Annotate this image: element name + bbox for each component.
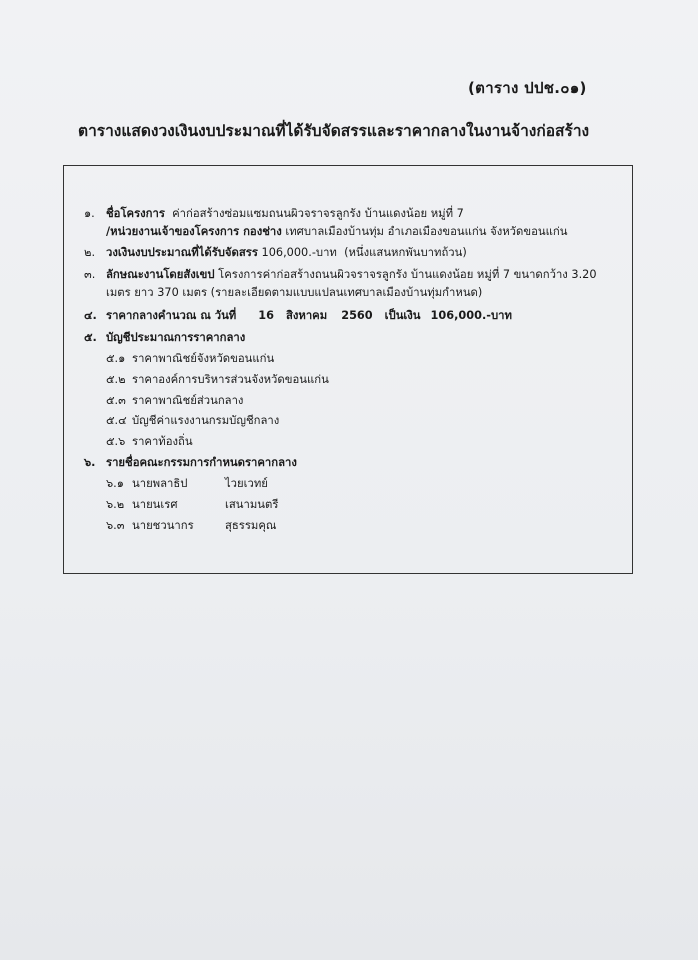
item-3-number: ๓. <box>84 268 96 281</box>
sub-number: ๕.๓ <box>106 394 126 407</box>
item-4-year: 2560 <box>341 309 373 322</box>
item-3-line <box>84 267 597 283</box>
sub-number: ๕.๖ <box>106 435 126 448</box>
member-first-name: นายชวนากร <box>132 519 194 532</box>
sub-text: ราคาท้องถิ่น <box>132 435 193 448</box>
item-2-line <box>84 245 467 261</box>
member-last-name: เสนามนตรี <box>225 498 279 511</box>
committee-member-1 <box>106 476 268 492</box>
item-4-line <box>84 308 512 324</box>
item-1-value: ค่าก่อสร้างซ่อมแซมถนนผิวจราจรลูกรัง บ้านแดงน้อย หมู่ที่ 7 <box>172 207 464 220</box>
item-3-value: โครงการค่าก่อสร้างถนนผิวจราจรลูกรัง บ้านแดงน้อย หมู่ที่ 7 ขนาดกว้าง 3.20 <box>218 268 597 281</box>
page-title: ตารางแสดงวงเงินงบประมาณที่ได้รับจัดสรรและราคากลางในงานจ้างก่อสร้าง <box>78 122 590 140</box>
item-1-agency-value: เทศบาลเมืองบ้านทุ่ม อำเภอเมืองขอนแก่น จังหวัดขอนแก่น <box>285 225 568 238</box>
item-3-label: ลักษณะงานโดยสังเขป <box>106 268 215 281</box>
item-4-day: 16 <box>258 309 274 322</box>
member-number: ๖.๓ <box>106 519 125 532</box>
item-2-label: วงเงินงบประมาณที่ได้รับจัดสรร <box>106 246 258 259</box>
item-2-note: (หนึ่งแสนหกพันบาทถ้วน) <box>344 246 467 259</box>
item-4-number: ๔. <box>84 309 97 322</box>
sub-number: ๕.๒ <box>106 373 126 386</box>
member-number: ๖.๑ <box>106 477 124 490</box>
item-2-value: 106,000.-บาท <box>261 246 337 259</box>
sub-number: ๕.๑ <box>106 352 126 365</box>
item-5-label: บัญชีประมาณการราคากลาง <box>106 331 246 344</box>
item-1-line <box>84 206 464 222</box>
member-first-name: นายพลาธิป <box>132 477 188 490</box>
item-6-label: รายชื่อคณะกรรมการกำหนดราคากลาง <box>106 456 297 469</box>
member-number: ๖.๒ <box>106 498 125 511</box>
committee-member-3 <box>106 518 276 534</box>
member-last-name: สุธรรมคุณ <box>225 519 277 532</box>
item-5-sub-3 <box>106 393 243 409</box>
sub-text: ราคาพาณิชย์จังหวัดขอนแก่น <box>132 352 275 365</box>
item-6-number: ๖. <box>84 456 96 469</box>
form-code: (ตาราง ปปช.๐๑) <box>468 79 587 97</box>
item-4-amount-label: เป็นเงิน <box>384 309 421 322</box>
item-5-number: ๕. <box>84 331 97 344</box>
item-3-line-2: เมตร ยาว 370 เมตร (รายละเอียดตามแบบแปลนเทศบาลเมืองบ้านทุ่มกำหนด) <box>106 286 483 299</box>
sub-text: ราคาพาณิชย์ส่วนกลาง <box>132 394 244 407</box>
committee-member-2 <box>106 497 278 513</box>
member-last-name: ไวยเวทย์ <box>225 477 268 490</box>
member-first-name: นายนเรศ <box>132 498 178 511</box>
sub-number: ๕.๔ <box>106 414 127 427</box>
item-1-agency-line <box>106 224 567 240</box>
item-5-sub-2 <box>106 372 329 388</box>
item-1-agency-label: /หน่วยงานเจ้าของโครงการ กองช่าง <box>106 225 282 238</box>
item-4-label: ราคากลางคำนวณ ณ วันที่ <box>106 309 237 322</box>
item-5-sub-1 <box>106 351 274 367</box>
item-4-month: สิงหาคม <box>285 309 328 322</box>
item-4-amount: 106,000.-บาท <box>430 309 512 322</box>
item-5-sub-5 <box>106 434 193 450</box>
sub-text: บัญชีค่าแรงงานกรมบัญชีกลาง <box>132 414 280 427</box>
item-2-number: ๒. <box>84 246 96 259</box>
sub-text: ราคาองค์การบริหารส่วนจังหวัดขอนแก่น <box>132 373 329 386</box>
item-5-line <box>84 330 245 346</box>
item-1-label: ชื่อโครงการ <box>106 207 165 220</box>
item-5-sub-4 <box>106 413 279 429</box>
item-1-number: ๑. <box>84 207 95 220</box>
item-6-line <box>84 455 297 471</box>
